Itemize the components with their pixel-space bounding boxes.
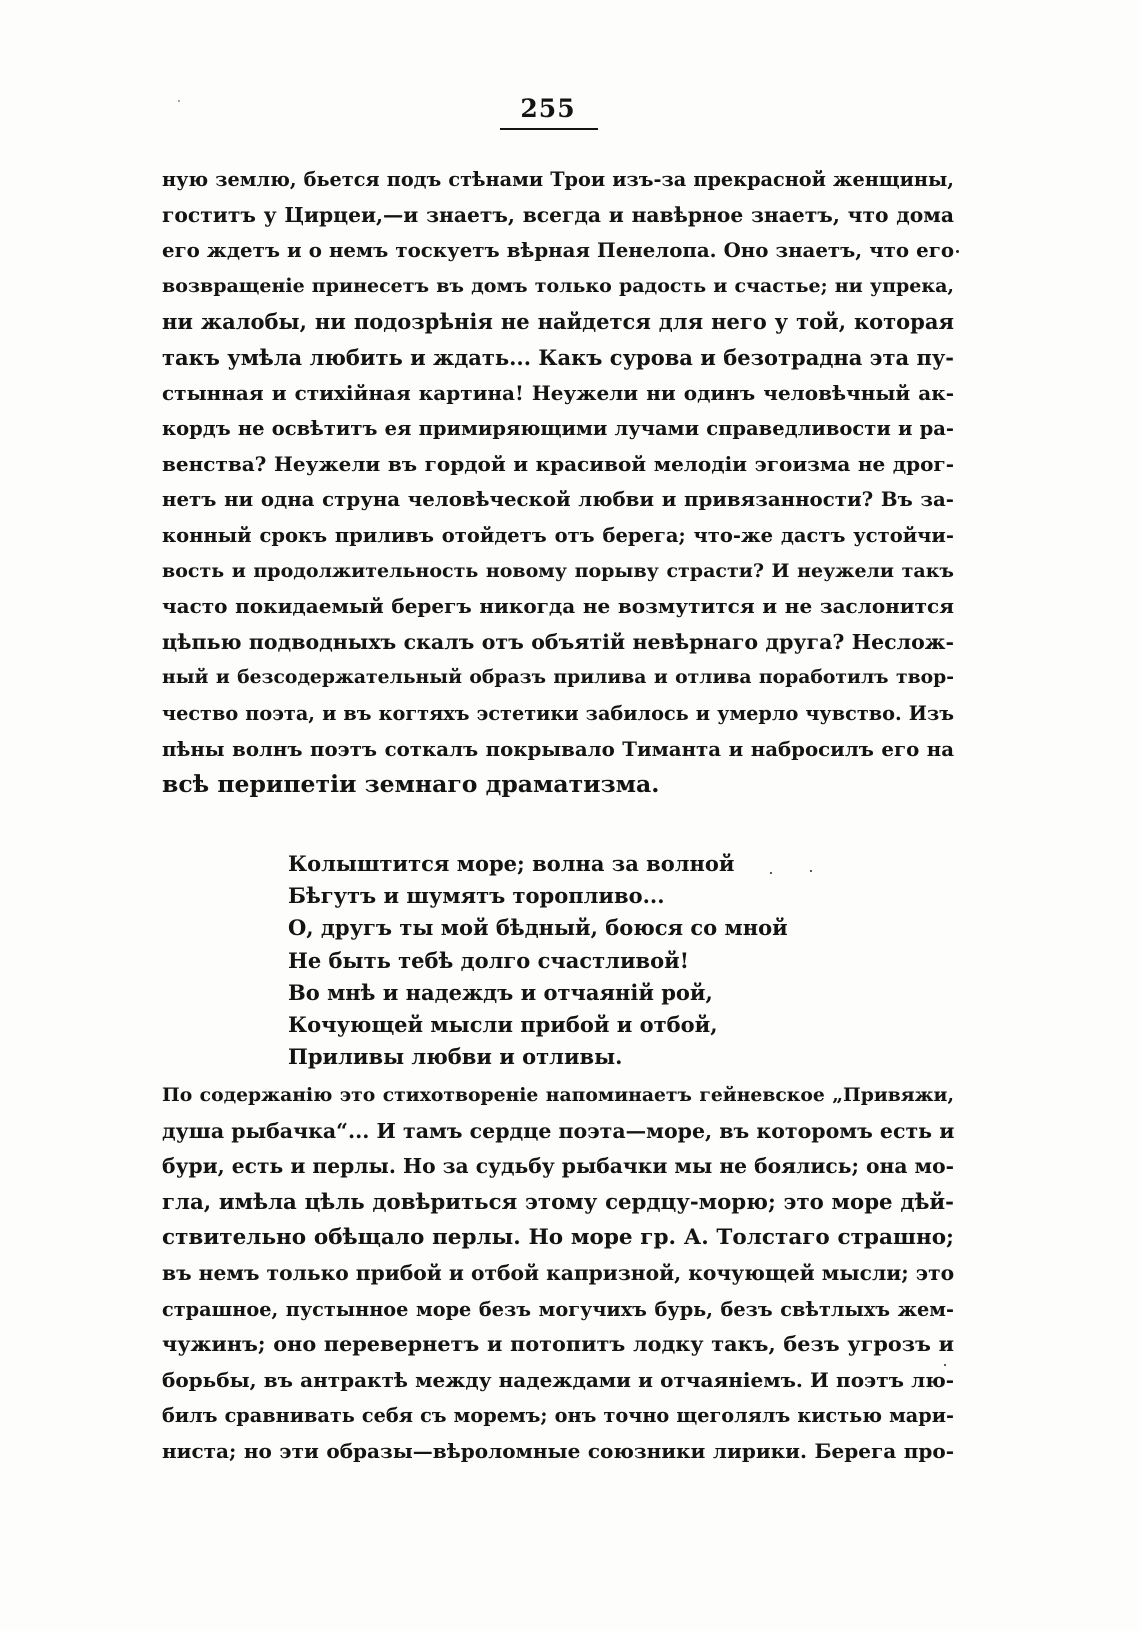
text-line: ный и безсодержательный образъ прилива и отлива поработилъ твор- [162, 666, 954, 689]
text-line: ную землю, бьется подъ стѣнами Трои изъ-за прекрасной женщины, [162, 168, 954, 191]
text-line: чужинъ; оно перевернетъ и потопитъ лодку такъ, безъ угрозъ и [162, 1332, 954, 1357]
page-number-rule [500, 128, 598, 130]
paragraph-1 [162, 162, 954, 803]
text-line: гоститъ у Цирцеи,—и знаетъ, всегда и навѣрное знаетъ, что дома [162, 202, 954, 227]
paragraph-2 [162, 1078, 954, 1470]
text-line: цѣпью подводныхъ скалъ отъ объятій невѣрнаго друга? Неслож- [162, 629, 954, 654]
print-speck [810, 870, 812, 872]
poem-line: Кочующей мысли прибой и отбой, [288, 1011, 718, 1037]
text-line: стынная и стихійная картина! Неужели ни одинъ человѣчный ак- [162, 380, 954, 405]
text-line: гла, имѣла цѣль довѣриться этому сердцу-морю; это море дѣй- [162, 1189, 954, 1215]
text-line: чество поэта, и въ когтяхъ эстетики забилось и умерло чувство. Изъ [162, 701, 954, 725]
text-line: въ немъ только прибой и отбой капризной, кочующей мысли; это [162, 1260, 954, 1285]
poem-line: О, другъ ты мой бѣдный, боюся со мной [288, 915, 788, 941]
print-speck [944, 1364, 946, 1366]
text-line: венства? Неужели въ гордой и красивой мелодіи эгоизма не дрог- [162, 451, 954, 476]
text-line: всѣ перипетіи земнаго драматизма. [162, 770, 660, 799]
text-line: конный срокъ приливъ отойдетъ отъ берега; что-же дастъ устойчи- [162, 523, 954, 547]
text-line: кордъ не освѣтитъ ея примиряющими лучами справедливости и ра- [162, 417, 954, 441]
page-number: 255 [520, 94, 576, 123]
text-line: ствительно обѣщало перлы. Но море гр. А. Толстаго страшно; [162, 1225, 954, 1251]
text-line: борьбы, въ антрактѣ между надеждами и отчаяніемъ. И поэтъ лю- [162, 1367, 954, 1392]
text-line: душа рыбачка“... И тамъ сердце поэта—море, въ которомъ есть и [162, 1118, 954, 1143]
text-line: пѣны волнъ поэтъ соткалъ покрывало Тиманта и набросилъ его на [162, 736, 954, 761]
print-speck [178, 100, 180, 102]
poem-line: Не быть тебѣ долго счастливой! [288, 947, 689, 973]
text-line: ниста; но эти образы—вѣроломные союзники лирики. Берега про- [162, 1438, 954, 1463]
poem-line: Колыштится море; волна за волной [288, 851, 735, 876]
text-line: часто покидаемый берегъ никогда не возмутится и не заслонится [162, 594, 954, 619]
text-line: ни жалобы, ни подозрѣнія не найдется для него у той, которая [162, 309, 954, 335]
text-line: нетъ ни одна струна человѣческой любви и привязанности? Въ за- [162, 487, 954, 512]
poem-line: Бѣгутъ и шумятъ торопливо... [288, 883, 665, 909]
text-line: его ждетъ и о немъ тоскуетъ вѣрная Пенелопа. Оно знаетъ, что его [162, 238, 954, 263]
text-line: билъ сравнивать себя съ моремъ; онъ точно щеголялъ кистью мари- [162, 1404, 954, 1428]
text-line: возвращеніе принесетъ въ домъ только радость и счастье; ни упрека, [162, 274, 954, 297]
text-line: такъ умѣла любить и ждать... Какъ сурова и безотрадна эта пу- [162, 344, 954, 370]
text-line: страшное, пустынное море безъ могучихъ бурь, безъ свѣтлыхъ жем- [162, 1297, 954, 1321]
text-line: вость и продолжительность новому порыву страсти? И неужели такъ [162, 559, 954, 582]
poem-line: Приливы любви и отливы. [288, 1044, 623, 1070]
poem-line: Во мнѣ и надеждъ и отчаяній рой, [288, 979, 713, 1005]
text-line: бури, есть и перлы. Но за судьбу рыбачки мы не боялись; она мо- [162, 1154, 954, 1179]
print-speck [956, 250, 959, 253]
poem-stanza [288, 848, 788, 1073]
print-speck [770, 872, 772, 874]
text-line: По содержанію это стихотвореніе напоминаетъ гейневское „Привяжи, [162, 1084, 954, 1106]
